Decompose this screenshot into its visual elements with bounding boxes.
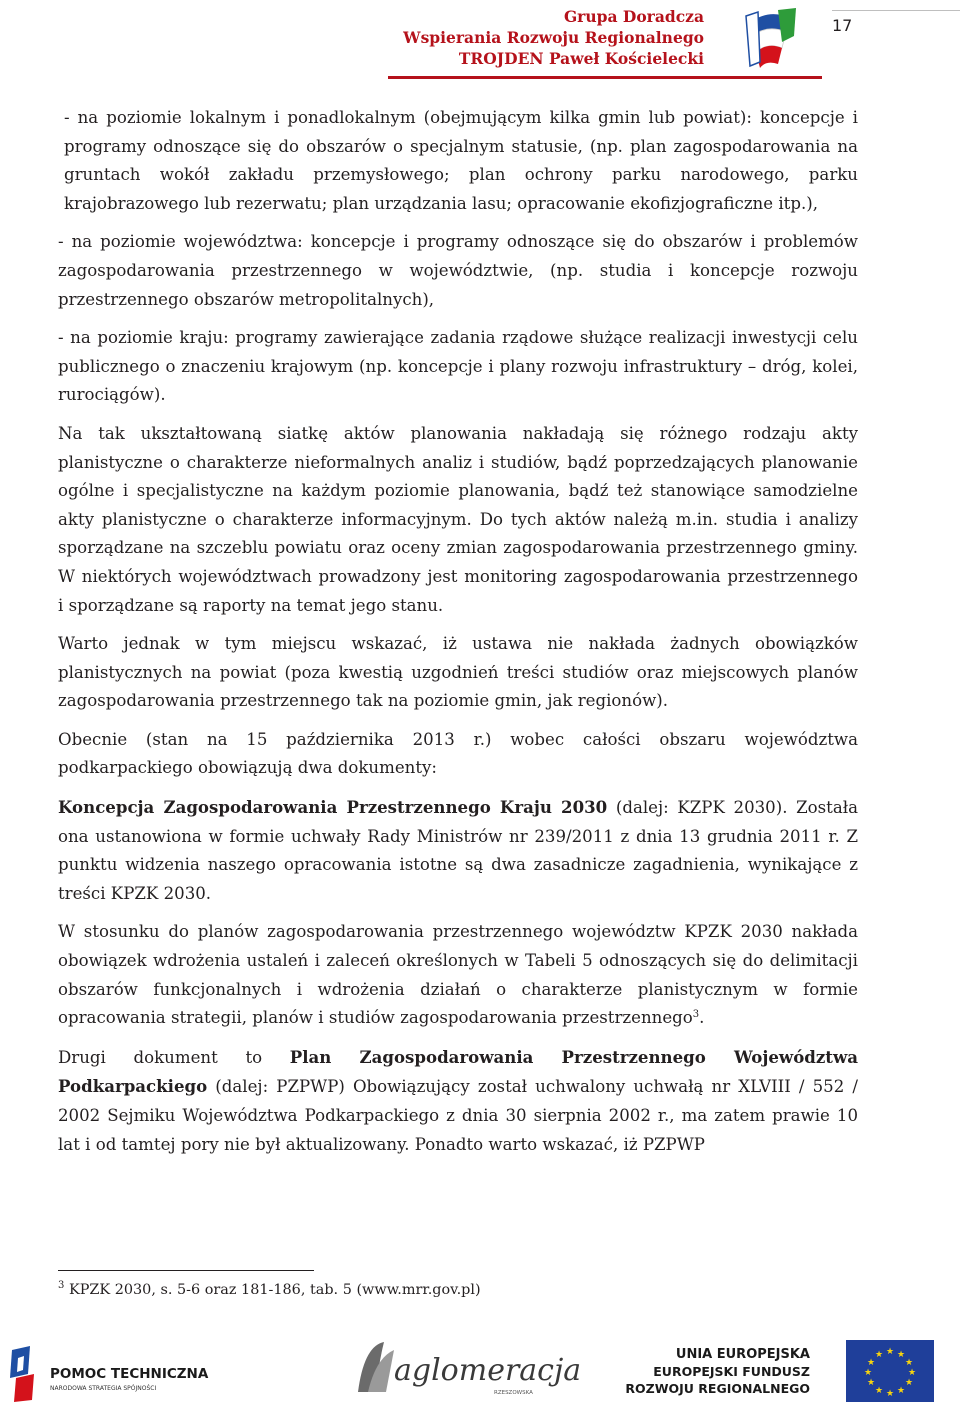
- pzpwp-intro: Drugi dokument to: [58, 1047, 290, 1067]
- ag-sub: RZESZOWSKA: [494, 1390, 533, 1396]
- svg-text:★: ★: [866, 1358, 876, 1368]
- kzpk-title: Koncepcja Zagospodarowania Przestrzennego Kraju 2030: [58, 797, 608, 818]
- aglomeracja-logo: [354, 1336, 582, 1402]
- paragraph-pzpwp: [58, 1043, 858, 1159]
- pzpwp-text: (dalej: PZPWP) Obowiązujący został uchwalony uchwałą nr XLVIII / 552 / 2002 Sejmiku Województwa Podkarpackiego z dnia 30 sierpnia 2002 r., ma zatem prawie 10 lat i od tamtej pory nie był aktualizowany. Ponadto warto wskazać, iż PZPWP: [58, 1077, 858, 1154]
- paragraph-national-level: - na poziomie kraju: programy zawierające zadania rządowe służące realizacji inwestycji celu publicznego o znaczeniu krajowym (np. koncepcje i plany rozwoju infrastruktury – dróg, kolei, rurociągów).: [58, 328, 858, 405]
- paragraph-planning-acts: Na tak ukształtowaną siatkę aktów planowania nakładają się różnego rodzaju akty planistyczne o charakterze nieformalnych analiz i studiów, bądź poprzedzających planowanie ogólne i specjalistyczne na każdym poziomie planowania, bądź też stanowiące samodzielne akty planistyczne o charakterze informacyjnym. Do tych aktów należą m.in. studia i analizy sporządzane na szczeblu powiatu oraz oceny zmian zagospodarowania przestrzennego gminy. W niektórych województwach prowadzony jest monitoring zagospodarowania przestrzennego i sporządzane są raporty na temat jego stanu.: [58, 423, 858, 615]
- footnote-rule: [58, 1270, 314, 1271]
- svg-text:★: ★: [896, 1386, 906, 1396]
- footnote: [58, 1280, 858, 1300]
- pt-line2: NARODOWA STRATEGIA SPÓJNOŚCI: [50, 1385, 157, 1392]
- company-name-line-2: Wspierania Rozwoju Regionalnego: [403, 28, 704, 47]
- kzpk-text: (dalej: KZPK 2030). Została ona ustanowiona w formie uchwały Rady Ministrów nr 239/2011 z dnia 13 grudnia 2011 r. Z punktu widzenia naszego opracowania istotne są dwa zasadnicze zagadnienia, wynikające z treści KPZK 2030.: [58, 798, 858, 903]
- svg-text:★: ★: [874, 1386, 884, 1396]
- company-name: [403, 6, 704, 69]
- company-name-line-3: TROJDEN Paweł Kościelecki: [458, 49, 704, 68]
- paragraph-local-level: - na poziomie lokalnym i ponadlokalnym (obejmującym kilka gmin lub powiat): koncepcje i programy odnoszące się do obszarów o specjalnym statusie, (np. plan zagospodarowania na gruntach wokół zakładu przemysłowego; plan ochrony parku narodowego, parku krajobrazowego lub rezerwatu; plan urządzania lasu; opracowanie ekofizjograficzne itp.),: [64, 108, 858, 213]
- svg-text:★: ★: [904, 1378, 914, 1388]
- svg-text:★: ★: [866, 1378, 876, 1388]
- kpzk-text: W stosunku do planów zagospodarowania przestrzennego województw KPZK 2030 nakłada obowiązek wdrożenia ustaleń i zaleceń określonych w Tabeli 5 odnoszących się do delimitacji obszarów funkcjonalnych i wdrożenia działań o charakterze planistycznym w formie opracowania strategii, planów i studiów zagospodarowania przestrzennego: [58, 922, 858, 1028]
- svg-text:★: ★: [907, 1368, 917, 1378]
- svg-text:★: ★: [874, 1350, 884, 1360]
- eu-line1: UNIA EUROPEJSKA: [675, 1347, 810, 1362]
- footnote-text: KPZK 2030, s. 5-6 oraz 181-186, tab. 5 (www.mrr.gov.pl): [64, 1282, 481, 1298]
- page-footer: [0, 1330, 960, 1411]
- footnote-number: 3: [58, 1280, 65, 1291]
- page-number: 17: [832, 16, 853, 35]
- paragraph-current-state: Obecnie (stan na 15 października 2013 r.) wobec całości obszaru województwa podkarpackiego obowiązują dwa dokumenty:: [58, 729, 858, 778]
- aglomeracja-emblem-icon: [358, 1342, 394, 1392]
- paragraph-kzpk: [58, 793, 858, 908]
- kpzk-text-end: .: [699, 1008, 705, 1028]
- paragraph-voivodeship-level: - na poziomie województwa: koncepcje i programy odnoszące się do obszarów i problemów zagospodarowania przestrzennego w województwie, (np. studia i koncepcje rozwoju przestrzennego obszarów metropolitalnych),: [58, 232, 858, 309]
- main-content: [58, 104, 858, 1159]
- header-rule: [388, 76, 822, 79]
- svg-text:★: ★: [863, 1368, 873, 1378]
- paragraph-kpzk-obligations: [58, 918, 858, 1032]
- nss-emblem-icon: [10, 1346, 34, 1402]
- eu-line3: ROZWOJU REGIONALNEGO: [625, 1381, 810, 1396]
- ag-name: aglomeracja: [394, 1353, 582, 1388]
- pomoc-techniczna-logo: [8, 1344, 209, 1404]
- paragraph-county-obligations: Warto jednak w tym miejscu wskazać, iż ustawa nie nakłada żadnych obowiązków planistycznych na powiat (poza kwestią uzgodnień treści studiów oraz miejscowych planów zagospodarowania przestrzennego tak na poziomie gmin, jak regionów).: [58, 634, 858, 711]
- footnote-reference: 3: [692, 1009, 700, 1021]
- company-logo-icon: [738, 2, 802, 72]
- company-name-line-1: Grupa Doradcza: [563, 7, 704, 26]
- svg-text:★: ★: [896, 1350, 906, 1360]
- svg-text:★: ★: [885, 1347, 895, 1357]
- svg-text:★: ★: [885, 1389, 895, 1399]
- eu-line2: EUROPEJSKI FUNDUSZ: [653, 1364, 810, 1379]
- pzpwp-title: Plan Zagospodarowania Przestrzennego Województwa Podkarpackiego: [58, 1046, 858, 1097]
- eu-logo: [625, 1336, 960, 1406]
- page-number-rule: [832, 10, 960, 11]
- page-header: [0, 0, 960, 82]
- eu-flag-icon: [846, 1340, 934, 1402]
- svg-text:★: ★: [904, 1358, 914, 1368]
- pt-line1: POMOC TECHNICZNA: [50, 1366, 209, 1382]
